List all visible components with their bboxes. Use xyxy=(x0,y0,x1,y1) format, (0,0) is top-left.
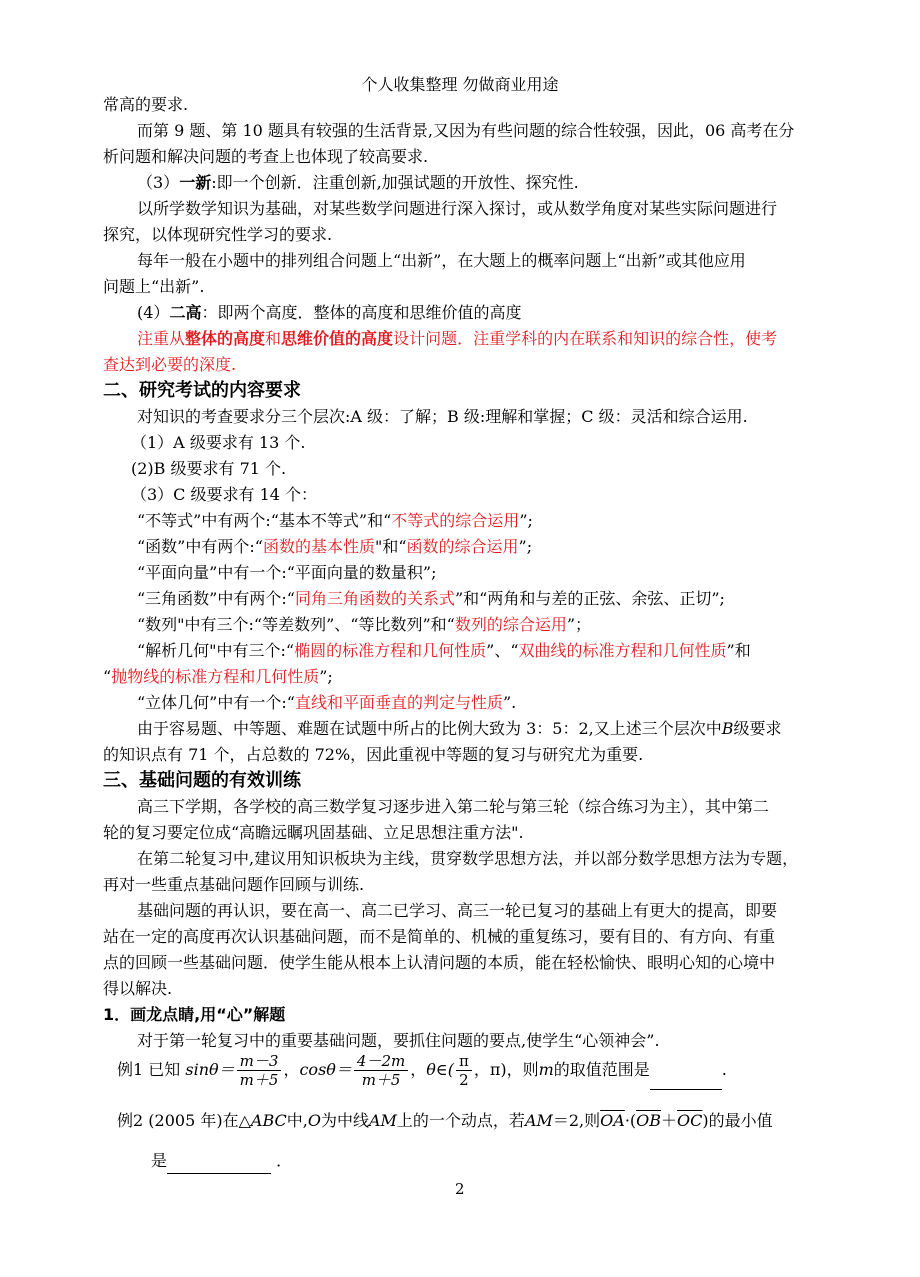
point-two-heights xyxy=(137,300,521,326)
item-text: ”. xyxy=(502,693,517,712)
text: ＝2,则 xyxy=(552,1111,601,1130)
paragraph-line: 析问题和解决问题的考查上也体现了较高要求. xyxy=(103,147,429,166)
text: 的最小值 xyxy=(708,1111,773,1130)
item-highlight: 抛物线的标准方程和几何性质 xyxy=(111,667,320,686)
emphasis-text: 和 xyxy=(265,329,282,348)
c-level-item xyxy=(137,638,751,664)
math-var: AM xyxy=(524,1111,553,1130)
item-highlight: 函数的综合运用 xyxy=(406,537,519,556)
text: ，π)，则 xyxy=(473,1060,539,1079)
point-number: （3） xyxy=(137,173,180,192)
vector: $\overline{OC}$ xyxy=(677,1111,703,1130)
paragraph-line: 问题上“出新”. xyxy=(103,277,205,296)
text: 已知 xyxy=(148,1060,181,1079)
fraction-denominator: m＋5 xyxy=(239,1071,279,1089)
item-highlight: 不等式的综合运用 xyxy=(391,511,520,530)
paragraph-line: 轮的复习要定位成“高瞻远瞩巩固基础、立足思想注重方法". xyxy=(103,823,524,842)
emphasis-line xyxy=(137,326,777,352)
text: 为中线 xyxy=(320,1111,369,1130)
example-1 xyxy=(117,1050,727,1090)
paragraph-line: 高三下学期，各学校的高三数学复习逐步进入第二轮与第三轮（综合练习为主），其中第二 xyxy=(137,797,770,816)
answer-blank[interactable] xyxy=(167,1155,271,1174)
level-letter: B xyxy=(721,719,734,738)
text: ， xyxy=(410,1060,427,1079)
item-text: ”和 xyxy=(726,641,751,660)
item-highlight: 函数的基本性质 xyxy=(262,537,375,556)
math-sin: sinθ＝ xyxy=(185,1060,235,1079)
math-var: AM xyxy=(368,1111,397,1130)
c-level-item-cont xyxy=(103,664,333,690)
paragraph-line: 的知识点有 71 个，占总数的 72%，因此重视中等题的复习与研究尤为重要. xyxy=(103,745,644,764)
item-highlight: 同角三角函数的关系式 xyxy=(294,589,455,608)
list-item: （1）A 级要求有 13 个. xyxy=(131,433,306,452)
c-level-item xyxy=(137,534,532,560)
item-text: “ xyxy=(103,667,112,686)
section-heading-2: 二、研究考试的内容要求 xyxy=(103,380,301,401)
math-var: m xyxy=(538,1060,554,1079)
item-text: ”; xyxy=(319,667,333,686)
item-text: “三角函数”中有两个:“ xyxy=(137,589,295,608)
vector: $\overline{OA}$ xyxy=(600,1111,625,1130)
math-var: O xyxy=(307,1111,321,1130)
c-level-item xyxy=(137,612,591,638)
vector: $\overline{OB}$ xyxy=(636,1111,662,1130)
emphasis-text: 设计问题．注重学科的内在联系和知识的综合性，使考 xyxy=(393,329,778,348)
text: ·( xyxy=(624,1111,637,1130)
item-text: ”和“两角和与差的正弦、余弦、正切”; xyxy=(454,589,725,608)
text: 中, xyxy=(286,1111,308,1130)
text: 由于容易题、中等题、难题在试题中所占的比例大致为 3：5：2,又上述三个层次中 xyxy=(137,719,722,738)
item-text: ”; xyxy=(518,537,533,556)
item-highlight: 直线和平面垂直的判定与性质 xyxy=(294,693,503,712)
math-theta: θ∈( xyxy=(426,1060,454,1079)
point-one-new xyxy=(137,170,579,196)
subsection-heading: 1．画龙点睛,用“心”解题 xyxy=(103,1005,286,1024)
text: 的取值范围是 xyxy=(553,1060,650,1079)
text: 级要求 xyxy=(733,719,782,738)
list-item: （3）C 级要求有 14 个： xyxy=(131,485,318,504)
text: 上的一个动点，若 xyxy=(396,1111,525,1130)
item-text: “立体几何”中有一个:“ xyxy=(137,693,295,712)
c-level-item xyxy=(137,508,533,534)
fraction-numerator: π xyxy=(456,1052,472,1071)
fraction-denominator: m＋5 xyxy=(361,1071,401,1089)
paragraph-line: 对于第一轮复习中的重要基础问题，要抓住问题的要点,使学生“心领神会”. xyxy=(137,1031,660,1050)
point-text: :即一个创新．注重创新,加强试题的开放性、探究性. xyxy=(211,173,579,192)
c-level-item: “平面向量”中有一个:“平面向量的数量积”; xyxy=(137,563,437,582)
item-highlight: 双曲线的标准方程和几何性质 xyxy=(518,641,727,660)
emphasis-bold: 思维价值的高度 xyxy=(281,329,394,348)
example-label: 例1 xyxy=(117,1060,144,1079)
paragraph-line: 而第 9 题、第 10 题具有较强的生活背景,又因为有些问题的综合性较强，因此，06 高考在分 xyxy=(137,121,795,140)
paragraph-line: 再对一些重点基础问题作回顾与训练. xyxy=(103,875,365,894)
item-highlight: 椭圆的标准方程和几何性质 xyxy=(294,641,487,660)
item-text: “函数”中有两个:“ xyxy=(137,537,263,556)
answer-blank[interactable] xyxy=(650,1071,722,1090)
page-number: 2 xyxy=(455,1180,465,1198)
c-level-item xyxy=(137,586,725,612)
item-text: “不等式”中有两个:“基本不等式”和“ xyxy=(137,511,392,530)
math-var: ABC xyxy=(250,1111,287,1130)
item-text: “数列"中有三个:“等差数列”、“等比数列”和“ xyxy=(137,615,455,634)
item-text: ”; xyxy=(519,511,533,530)
c-level-item xyxy=(137,690,516,716)
item-highlight: 数列的综合运用 xyxy=(454,615,567,634)
point-number: (4） xyxy=(137,303,170,322)
point-text: ：即两个高度．整体的高度和思维价值的高度 xyxy=(201,303,522,322)
fraction-2 xyxy=(354,1052,408,1089)
fraction-3 xyxy=(456,1052,472,1089)
paragraph-line: 基础问题的再认识，要在高一、高二已学习、高三一轮已复习的基础上有更大的提高，即要 xyxy=(137,901,778,920)
text: ) xyxy=(702,1111,709,1130)
text: (2005 年)在△ xyxy=(148,1111,251,1130)
math-cos: cosθ＝ xyxy=(299,1060,352,1079)
fraction-denominator: 2 xyxy=(459,1071,469,1089)
text: ＋ xyxy=(661,1111,678,1130)
paragraph-line: 每年一般在小题中的排列组合问题上“出新”，在大题上的概率问题上“出新”或其他应用 xyxy=(137,251,746,270)
item-text: "和“ xyxy=(374,537,407,556)
example-2 xyxy=(117,1108,773,1134)
text: ． xyxy=(276,1151,293,1170)
text: ， xyxy=(283,1060,300,1079)
text: . xyxy=(721,1060,727,1079)
paragraph-line: 以所学数学知识为基础，对某些数学问题进行深入探讨，或从数学角度对某些实际问题进行 xyxy=(137,199,778,218)
fraction-1 xyxy=(237,1052,282,1089)
paragraph-line: 常高的要求. xyxy=(103,95,189,114)
item-text: ”； xyxy=(566,615,592,634)
item-text: ”、“ xyxy=(486,641,519,660)
page-header: 个人收集整理 勿做商业用途 xyxy=(361,75,559,94)
paragraph-line: 站在一定的高度再次认识基础问题，而不是简单的、机械的重复练习，要有目的、有方向、有重 xyxy=(103,927,776,946)
paragraph-line: 在第二轮复习中,建议用知识板块为主线，贯穿数学思想方法，并以部分数学思想方法为专题， xyxy=(137,849,799,868)
emphasis-line: 查达到必要的深度. xyxy=(103,355,237,374)
paragraph-line: 对知识的考查要求分三个层次:A 级：了解；B 级:理解和掌握；C 级：灵活和综合运用. xyxy=(137,407,748,426)
paragraph-line: 探究，以体现研究性学习的要求. xyxy=(103,225,333,244)
emphasis-bold: 整体的高度 xyxy=(185,329,266,348)
point-keyword: 一新 xyxy=(179,173,212,192)
section-heading-3: 三、基础问题的有效训练 xyxy=(103,770,301,791)
paragraph-line xyxy=(137,716,782,742)
list-item: (2)B 级要求有 71 个. xyxy=(131,459,287,478)
paragraph-line: 得以解决. xyxy=(103,979,173,998)
text: 是 xyxy=(151,1151,168,1170)
point-keyword: 二高 xyxy=(169,303,202,322)
paragraph-line: 点的回顾一些基础问题．使学生能从根本上认清问题的本质，能在轻松愉快、眼明心知的心境中 xyxy=(103,953,776,972)
example-label: 例2 xyxy=(117,1111,144,1130)
fraction-numerator: m－3 xyxy=(237,1052,282,1071)
fraction-numerator: 4－2m xyxy=(354,1052,408,1071)
example-2-line-2 xyxy=(151,1148,292,1174)
item-text: “解析几何"中有三个:“ xyxy=(137,641,295,660)
emphasis-text: 注重从 xyxy=(137,329,186,348)
